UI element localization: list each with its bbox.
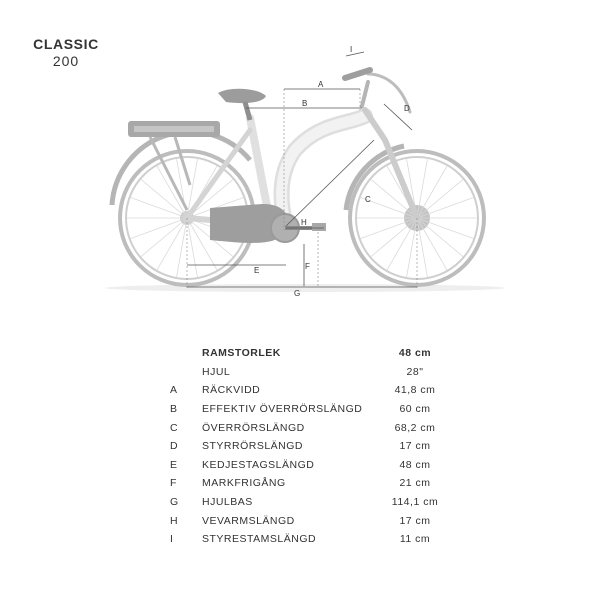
model-name: CLASSIC xyxy=(33,36,99,52)
pedal xyxy=(312,223,326,231)
dim-label-e: E xyxy=(254,266,260,275)
frame-size-label: RAMSTORLEK xyxy=(202,347,281,360)
row-value: 17 cm xyxy=(399,440,431,453)
geometry-table xyxy=(170,344,450,549)
table-key xyxy=(170,344,202,363)
row-label: KEDJESTAGSLÄNGD xyxy=(202,458,315,471)
row-value: 11 cm xyxy=(399,533,431,546)
table-row xyxy=(170,418,450,437)
dim-label-b: B xyxy=(302,99,308,108)
table-row xyxy=(170,381,450,400)
table-row xyxy=(170,530,450,549)
table-row xyxy=(170,437,450,456)
dim-label-h: H xyxy=(301,218,307,227)
row-key: H xyxy=(170,514,179,527)
row-key: C xyxy=(170,421,179,434)
dim-label-d: D xyxy=(404,104,410,113)
dim-label-c: C xyxy=(365,195,371,204)
table-row xyxy=(170,493,450,512)
row-key: F xyxy=(170,477,177,490)
row-key: E xyxy=(170,458,178,471)
row-key: A xyxy=(170,384,178,397)
row-label: EFFEKTIV ÖVERRÖRSLÄNGD xyxy=(202,403,363,416)
model-number: 200 xyxy=(52,53,80,69)
row-value: 28" xyxy=(406,365,424,378)
dim-label-f: F xyxy=(305,262,310,271)
row-label: HJULBAS xyxy=(202,496,253,509)
row-label: HJUL xyxy=(202,365,231,378)
table-row xyxy=(170,363,450,382)
spoke xyxy=(131,197,187,218)
row-label: VEVARMSLÄNGD xyxy=(202,514,295,527)
row-label: STYRESTAMSLÄNGD xyxy=(202,533,317,546)
row-value: 60 cm xyxy=(399,403,431,416)
table-row xyxy=(170,456,450,475)
row-label: MARKFRIGÅNG xyxy=(202,477,286,490)
table-header-row xyxy=(170,344,450,363)
spoke xyxy=(417,218,463,257)
dim-label-g: G xyxy=(294,289,301,298)
row-key: G xyxy=(170,496,179,509)
spoke xyxy=(371,218,417,257)
seat-post xyxy=(245,102,250,120)
row-value: 68,2 cm xyxy=(394,421,436,434)
table-row xyxy=(170,474,450,493)
handlebar xyxy=(345,70,410,112)
row-label: ÖVERRÖRSLÄNGD xyxy=(202,421,305,434)
spoke xyxy=(417,197,473,218)
saddle xyxy=(218,89,266,103)
row-key: B xyxy=(170,403,178,416)
table-row xyxy=(170,400,450,419)
spoke xyxy=(417,218,473,239)
table-row xyxy=(170,511,450,530)
frame-size-value: 48 cm xyxy=(398,347,432,360)
ground-shadow xyxy=(105,284,505,292)
row-value: 114,1 cm xyxy=(391,496,439,509)
row-key: D xyxy=(170,440,179,453)
row-value: 41,8 cm xyxy=(394,384,436,397)
row-value: 48 cm xyxy=(399,458,431,471)
row-key xyxy=(170,363,202,382)
spoke xyxy=(131,218,187,239)
spoke xyxy=(417,179,463,218)
row-value: 21 cm xyxy=(399,477,431,490)
spoke xyxy=(361,218,417,239)
row-label: STYRRÖRSLÄNGD xyxy=(202,440,304,453)
row-value: 17 cm xyxy=(399,514,431,527)
row-label: RÄCKVIDD xyxy=(202,384,261,397)
dim-label-i: I xyxy=(350,45,353,54)
rear-rack xyxy=(128,121,220,210)
dim-label-a: A xyxy=(318,80,324,89)
spoke xyxy=(141,218,187,257)
row-key: I xyxy=(170,533,174,546)
